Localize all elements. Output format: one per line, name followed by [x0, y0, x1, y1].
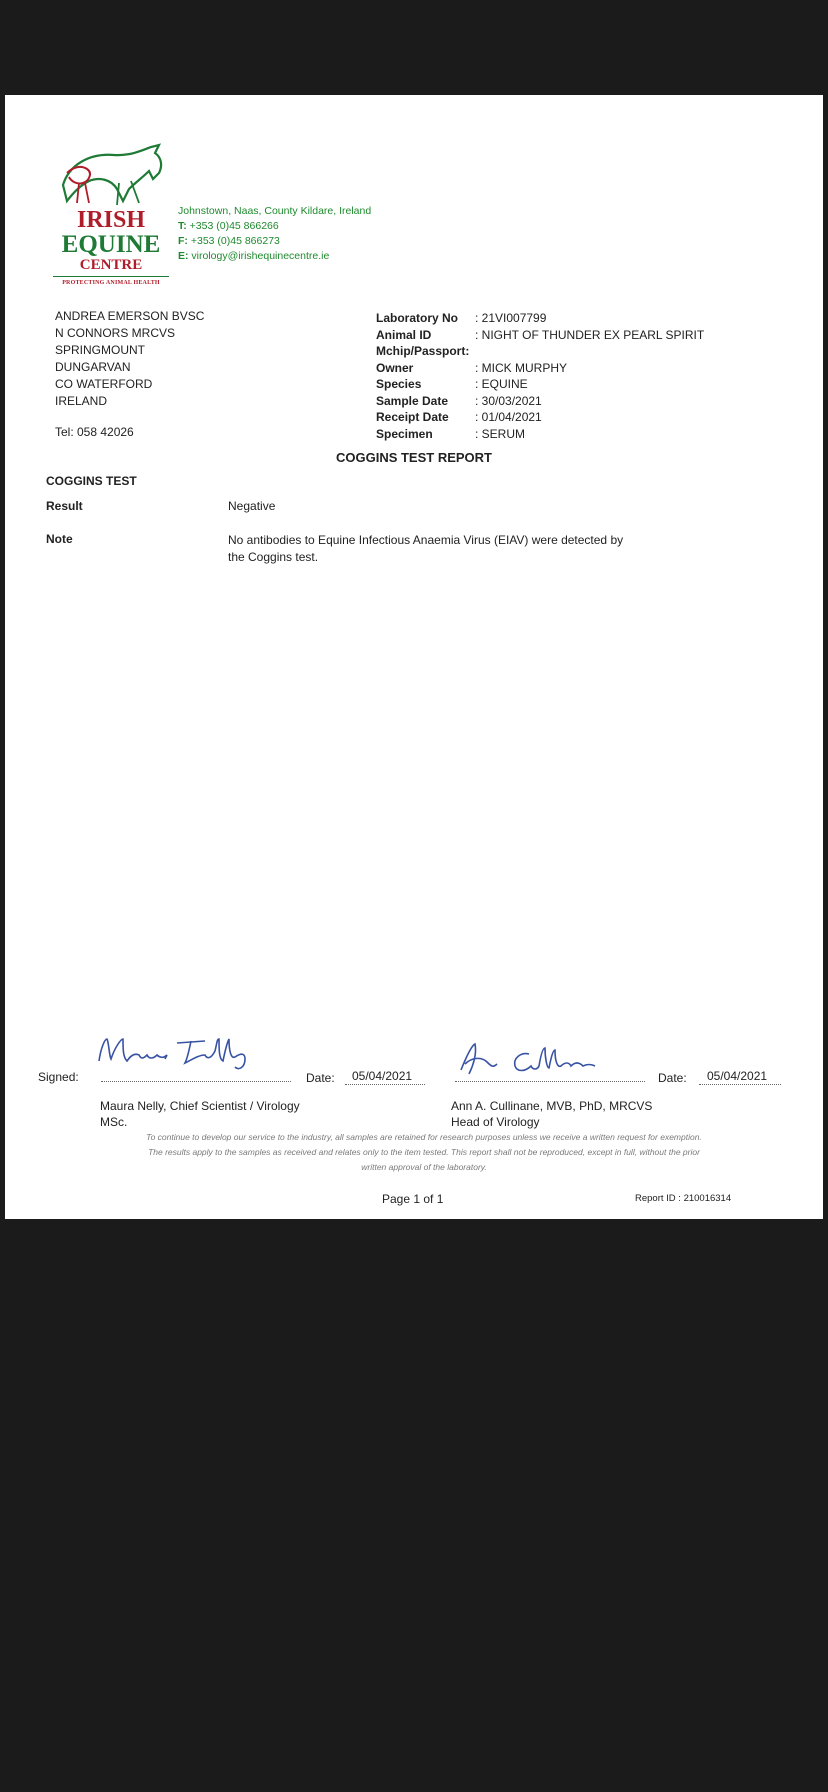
- signatory-right: Ann A. Cullinane, MVB, PhD, MRCVS Head of Virology: [451, 1099, 653, 1129]
- report-title: COGGINS TEST REPORT: [335, 450, 492, 465]
- detail-row: Sample Date : 30/03/2021: [376, 393, 542, 408]
- contact-phone: T: +353 (0)45 866266: [178, 220, 279, 232]
- recipient-line: IRELAND: [55, 394, 108, 408]
- recipient-address: [55, 308, 204, 410]
- note-text: No antibodies to Equine Infectious Anaemia Virus (EIAV) were detected by the Coggins test.: [228, 533, 624, 564]
- note-label: Note: [46, 532, 73, 546]
- date-line-right: [699, 1084, 781, 1085]
- signatory-left: Maura Nelly, Chief Scientist / Virology MSc.: [100, 1099, 300, 1129]
- date-value-right: 05/04/2021: [707, 1069, 768, 1083]
- detail-row: Animal ID : NIGHT OF THUNDER EX PEARL SPIRIT: [376, 327, 705, 342]
- result-label: Result: [46, 499, 83, 513]
- detail-row: Owner : MICK MURPHY: [376, 360, 568, 375]
- detail-row: Receipt Date : 01/04/2021: [376, 410, 542, 424]
- detail-row: Species : EQUINE: [376, 377, 528, 391]
- signature-cullinane: [453, 1040, 623, 1080]
- contact-email: E: virology@irishequinecentre.ie: [178, 250, 330, 262]
- date-label-left: Date:: [306, 1071, 335, 1085]
- horse-icon: [59, 143, 169, 208]
- contact-block: [178, 204, 371, 264]
- recipient-line: SPRINGMOUNT: [55, 343, 145, 357]
- recipient-tel: Tel: 058 42026: [55, 425, 134, 439]
- page-number: Page 1 of 1: [382, 1192, 444, 1206]
- logo-irish: IRISH: [76, 207, 146, 233]
- date-value-left: 05/04/2021: [352, 1069, 413, 1083]
- recipient-line: ANDREA EMERSON BVSC: [55, 309, 205, 323]
- contact-address: Johnstown, Naas, County Kildare, Ireland: [178, 205, 372, 217]
- report-id: Report ID : 210016314: [635, 1193, 732, 1204]
- logo-centre: CENTRE: [79, 257, 143, 273]
- detail-row: Laboratory No : 21VI007799: [376, 311, 547, 325]
- disclaimer: To continue to develop our service to the industry, all samples are retained for research purposes unless we receive a written request for exemption. The results apply to the samples as received and relates only to the item tested. This report shall not be reproduced, except in full, without the prior written approval of the laboratory.: [146, 1132, 702, 1172]
- recipient-line: DUNGARVAN: [55, 360, 131, 374]
- logo-tagline: PROTECTING ANIMAL HEALTH: [62, 280, 160, 286]
- date-label-right: Date:: [658, 1071, 687, 1085]
- recipient-line: CO WATERFORD: [55, 377, 153, 391]
- signature-line-left: [101, 1081, 291, 1082]
- recipient-line: N CONNORS MRCVS: [55, 326, 176, 340]
- irish-equine-centre-logo: [51, 143, 171, 293]
- signature-line-right: [455, 1081, 645, 1082]
- report-page: [5, 95, 823, 1219]
- detail-row: Specimen : SERUM: [376, 426, 526, 441]
- section-title: COGGINS TEST: [46, 474, 137, 488]
- logo-equine: EQUINE: [61, 231, 161, 258]
- result-value: Negative: [228, 499, 276, 513]
- contact-fax: F: +353 (0)45 866273: [178, 235, 280, 247]
- detail-row: Mchip/Passport:: [376, 344, 470, 358]
- signature-nelly: [95, 1033, 265, 1073]
- sample-details: [376, 310, 704, 442]
- logo-divider: [53, 276, 169, 277]
- signed-label: Signed:: [38, 1070, 79, 1084]
- date-line-left: [345, 1084, 425, 1085]
